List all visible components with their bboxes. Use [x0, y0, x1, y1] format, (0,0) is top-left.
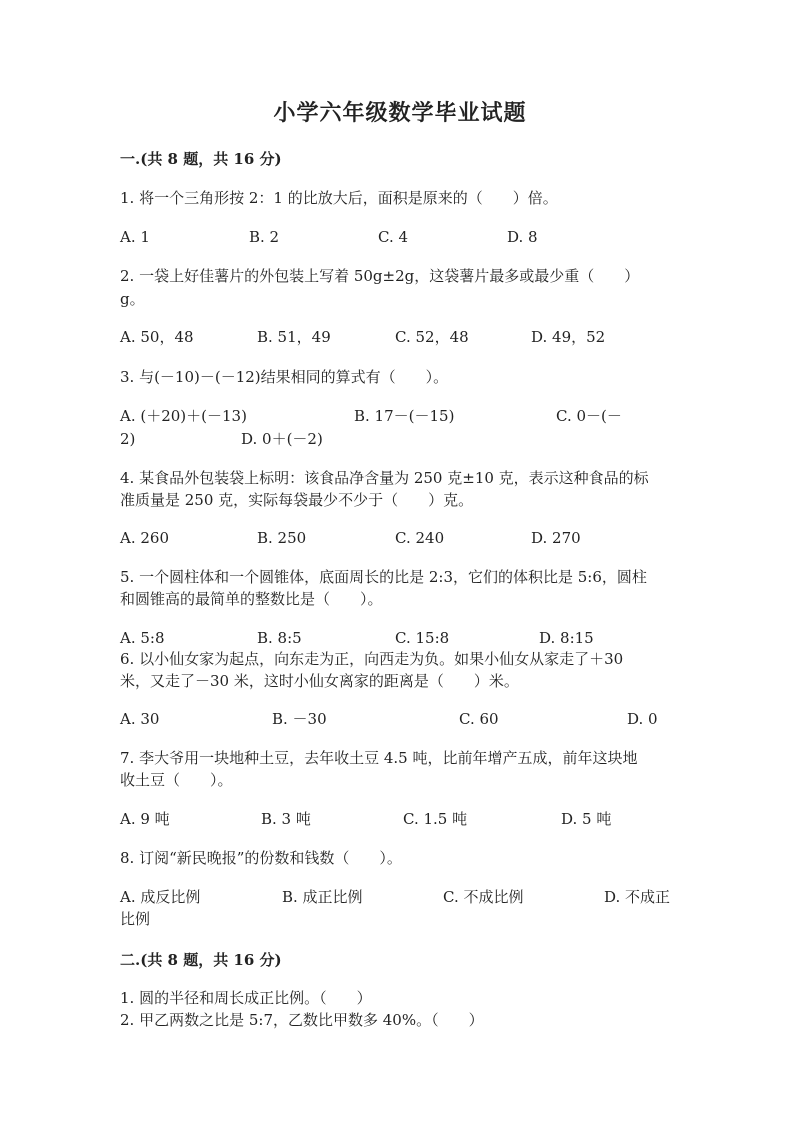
q8-option-d: D. 不成正 — [604, 888, 671, 906]
q7-option-b: B. 3 吨 — [261, 810, 311, 828]
question-6-text-cont: 米，又走了－30 米，这时小仙女离家的距离是（ ）米。 — [120, 672, 519, 690]
q4-option-a: A. 260 — [120, 529, 169, 547]
q5-option-c: C. 15:8 — [395, 629, 450, 647]
q7-option-d: D. 5 吨 — [561, 810, 612, 828]
q3-option-c-cont: 2) — [120, 430, 136, 448]
q6-option-d: D. 0 — [627, 710, 658, 728]
q4-option-d: D. 270 — [531, 529, 581, 547]
question-3-text: 3. 与(－10)－(－12)结果相同的算式有（ ）。 — [120, 368, 449, 386]
q6-option-b: B. －30 — [272, 710, 327, 728]
question-7-text: 7. 李大爷用一块地种土豆，去年收土豆 4.5 吨，比前年增产五成，前年这块地 — [120, 749, 638, 767]
tf-question-2-text: 2. 甲乙两数之比是 5:7，乙数比甲数多 40%。（ ） — [120, 1011, 484, 1029]
q2-option-a: A. 50，48 — [120, 328, 194, 346]
q1-option-c: C. 4 — [378, 228, 409, 246]
question-1-text: 1. 将一个三角形按 2：1 的比放大后，面积是原来的（ ）倍。 — [120, 189, 558, 207]
q2-option-b: B. 51，49 — [257, 328, 331, 346]
q8-option-a: A. 成反比例 — [120, 888, 201, 906]
q7-option-c: C. 1.5 吨 — [403, 810, 468, 828]
q3-option-c: C. 0－(－ — [556, 407, 622, 425]
q8-option-b: B. 成正比例 — [282, 888, 363, 906]
tf-question-1-text: 1. 圆的半径和周长成正比例。（ ） — [120, 989, 372, 1007]
question-4-text: 4. 某食品外包装袋上标明：该食品净含量为 250 克±10 克，表示这种食品的标 — [120, 469, 649, 487]
section-2-header: 二.(共 8 题，共 16 分) — [120, 951, 282, 969]
question-5-text-cont: 和圆锥高的最简单的整数比是（ ）。 — [120, 590, 383, 608]
question-2-text-cont: g。 — [120, 290, 145, 308]
q5-option-a: A. 5:8 — [120, 629, 165, 647]
question-8-text: 8. 订阅“新民晚报”的份数和钱数（ ）。 — [120, 849, 402, 867]
q4-option-c: C. 240 — [395, 529, 445, 547]
section-1-header: 一.(共 8 题，共 16 分) — [120, 150, 282, 168]
question-4-text-cont: 准质量是 250 克，实际每袋最少不少于（ ）克。 — [120, 491, 474, 509]
q4-option-b: B. 250 — [257, 529, 307, 547]
question-7-text-cont: 收土豆（ ）。 — [120, 771, 233, 789]
q5-option-b: B. 8:5 — [257, 629, 302, 647]
question-6-text: 6. 以小仙女家为起点，向东走为正，向西走为负。如果小仙女从家走了＋30 — [120, 650, 624, 668]
exam-title: 小学六年级数学毕业试题 — [273, 100, 527, 126]
q1-option-a: A. 1 — [120, 228, 150, 246]
q6-option-a: A. 30 — [120, 710, 160, 728]
q6-option-c: C. 60 — [459, 710, 499, 728]
q1-option-b: B. 2 — [249, 228, 280, 246]
q3-option-a: A. (＋20)＋(－13) — [120, 407, 247, 425]
q2-option-c: C. 52，48 — [395, 328, 469, 346]
q1-option-d: D. 8 — [507, 228, 538, 246]
question-5-text: 5. 一个圆柱体和一个圆锥体，底面周长的比是 2:3，它们的体积比是 5:6，圆柱 — [120, 568, 647, 586]
q8-option-c: C. 不成比例 — [443, 888, 524, 906]
q3-option-d: D. 0＋(－2) — [241, 430, 323, 448]
q7-option-a: A. 9 吨 — [120, 810, 170, 828]
question-2-text: 2. 一袋上好佳薯片的外包装上写着 50g±2g，这袋薯片最多或最少重（ ） — [120, 267, 640, 285]
q2-option-d: D. 49，52 — [531, 328, 606, 346]
q3-option-b: B. 17－(－15) — [354, 407, 455, 425]
q8-option-d-cont: 比例 — [120, 910, 151, 928]
q5-option-d: D. 8:15 — [539, 629, 594, 647]
